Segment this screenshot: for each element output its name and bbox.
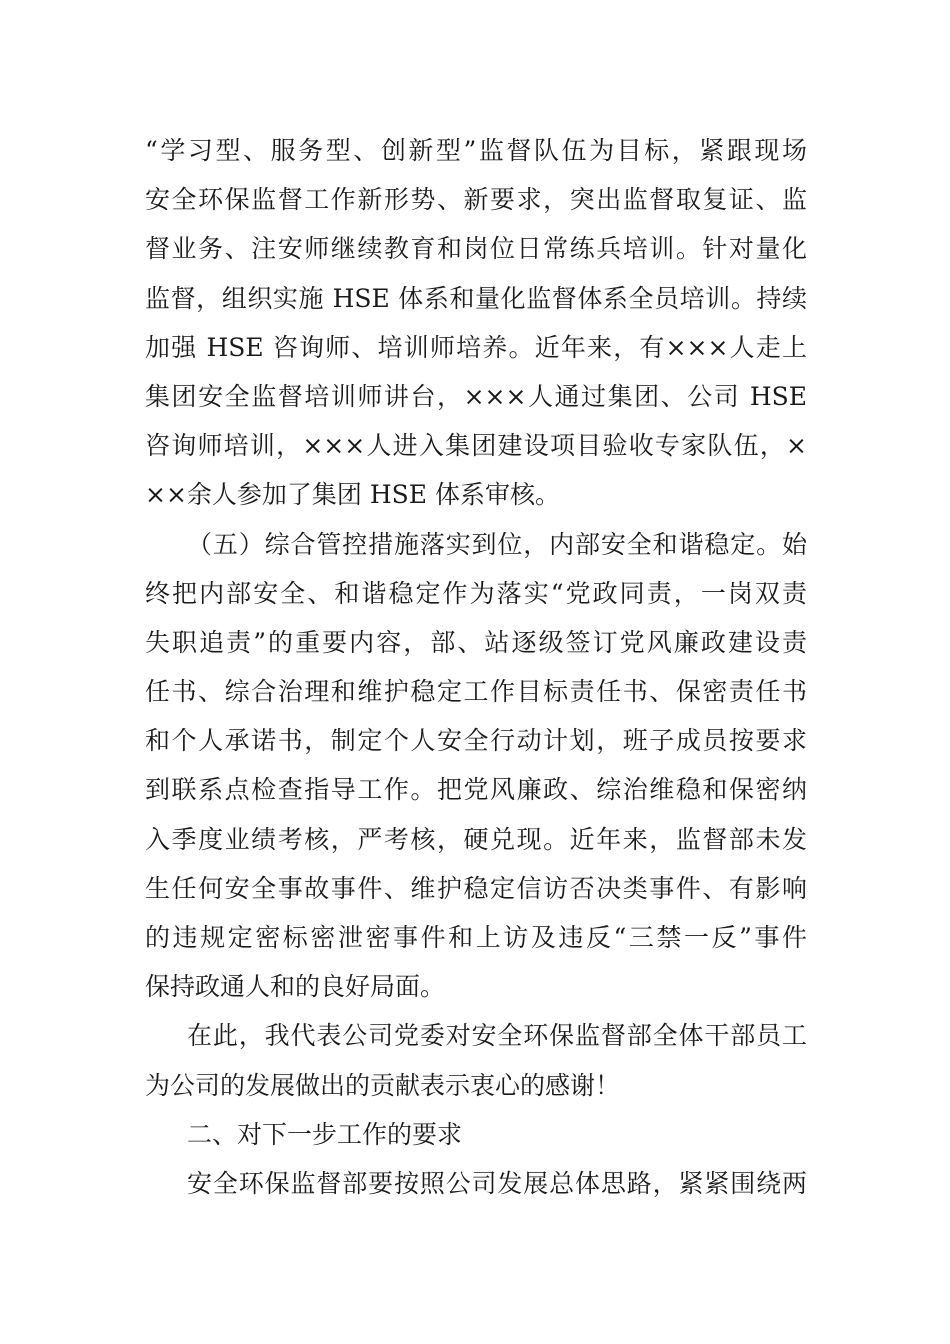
- text-line: 督业务、注安师继续教育和岗位日常练兵培训。针对量化: [145, 234, 807, 264]
- text-line: “学习型、服务型、创新型”监督队伍为目标，紧跟现场: [145, 136, 807, 165]
- text-line: 任书、综合治理和维护稳定工作目标责任书、保密责任书: [145, 677, 807, 707]
- text-line: 生任何安全事故事件、维护稳定信访否决类事件、有影响: [145, 873, 807, 903]
- text-line: 咨询师培训，×××人进入集团建设项目验收专家队伍，×: [145, 431, 807, 461]
- text-line: 的违规定密标密泄密事件和上访及违反“三禁一反”事件: [145, 923, 807, 952]
- document-body: [145, 126, 807, 1208]
- text-line: 集团安全监督培训师讲台，×××人通过集团、公司 HSE: [145, 381, 807, 411]
- text-line: 二、对下一步工作的要求: [187, 1119, 463, 1149]
- text-line: 为公司的发展做出的贡献表示衷心的感谢！: [145, 1070, 621, 1100]
- text-line: 安全环保监督工作新形势、新要求，突出监督取复证、监: [145, 185, 807, 215]
- text-line: 终把内部安全、和谐稳定作为落实“党政同责，一岗双责: [145, 578, 807, 608]
- text-line: 安全环保监督部要按照公司发展总体思路，紧紧围绕两: [187, 1168, 807, 1198]
- text-line: ××余人参加了集团 HSE 体系审核。: [145, 480, 560, 510]
- text-line: 和个人承诺书，制定个人安全行动计划，班子成员按要求: [145, 726, 807, 756]
- text-line: 到联系点检查指导工作。把党风廉政、综治维稳和保密纳: [145, 775, 807, 805]
- text-line: 入季度业绩考核，严考核，硬兑现。近年来，监督部未发: [145, 824, 807, 854]
- text-line: 加强 HSE 咨询师、培训师培养。近年来，有×××人走上: [145, 332, 807, 362]
- text-line: （五）综合管控措施落实到位，内部安全和谐稳定。始: [187, 529, 807, 559]
- text-line: 监督，组织实施 HSE 体系和量化监督体系全员培训。持续: [145, 283, 807, 313]
- text-line: 失职追责”的重要内容，部、站逐级签订党风廉政建设责: [145, 627, 807, 657]
- text-line: 保持政通人和的良好局面。: [145, 972, 446, 1002]
- text-line: 在此，我代表公司党委对安全环保监督部全体干部员工: [187, 1021, 807, 1051]
